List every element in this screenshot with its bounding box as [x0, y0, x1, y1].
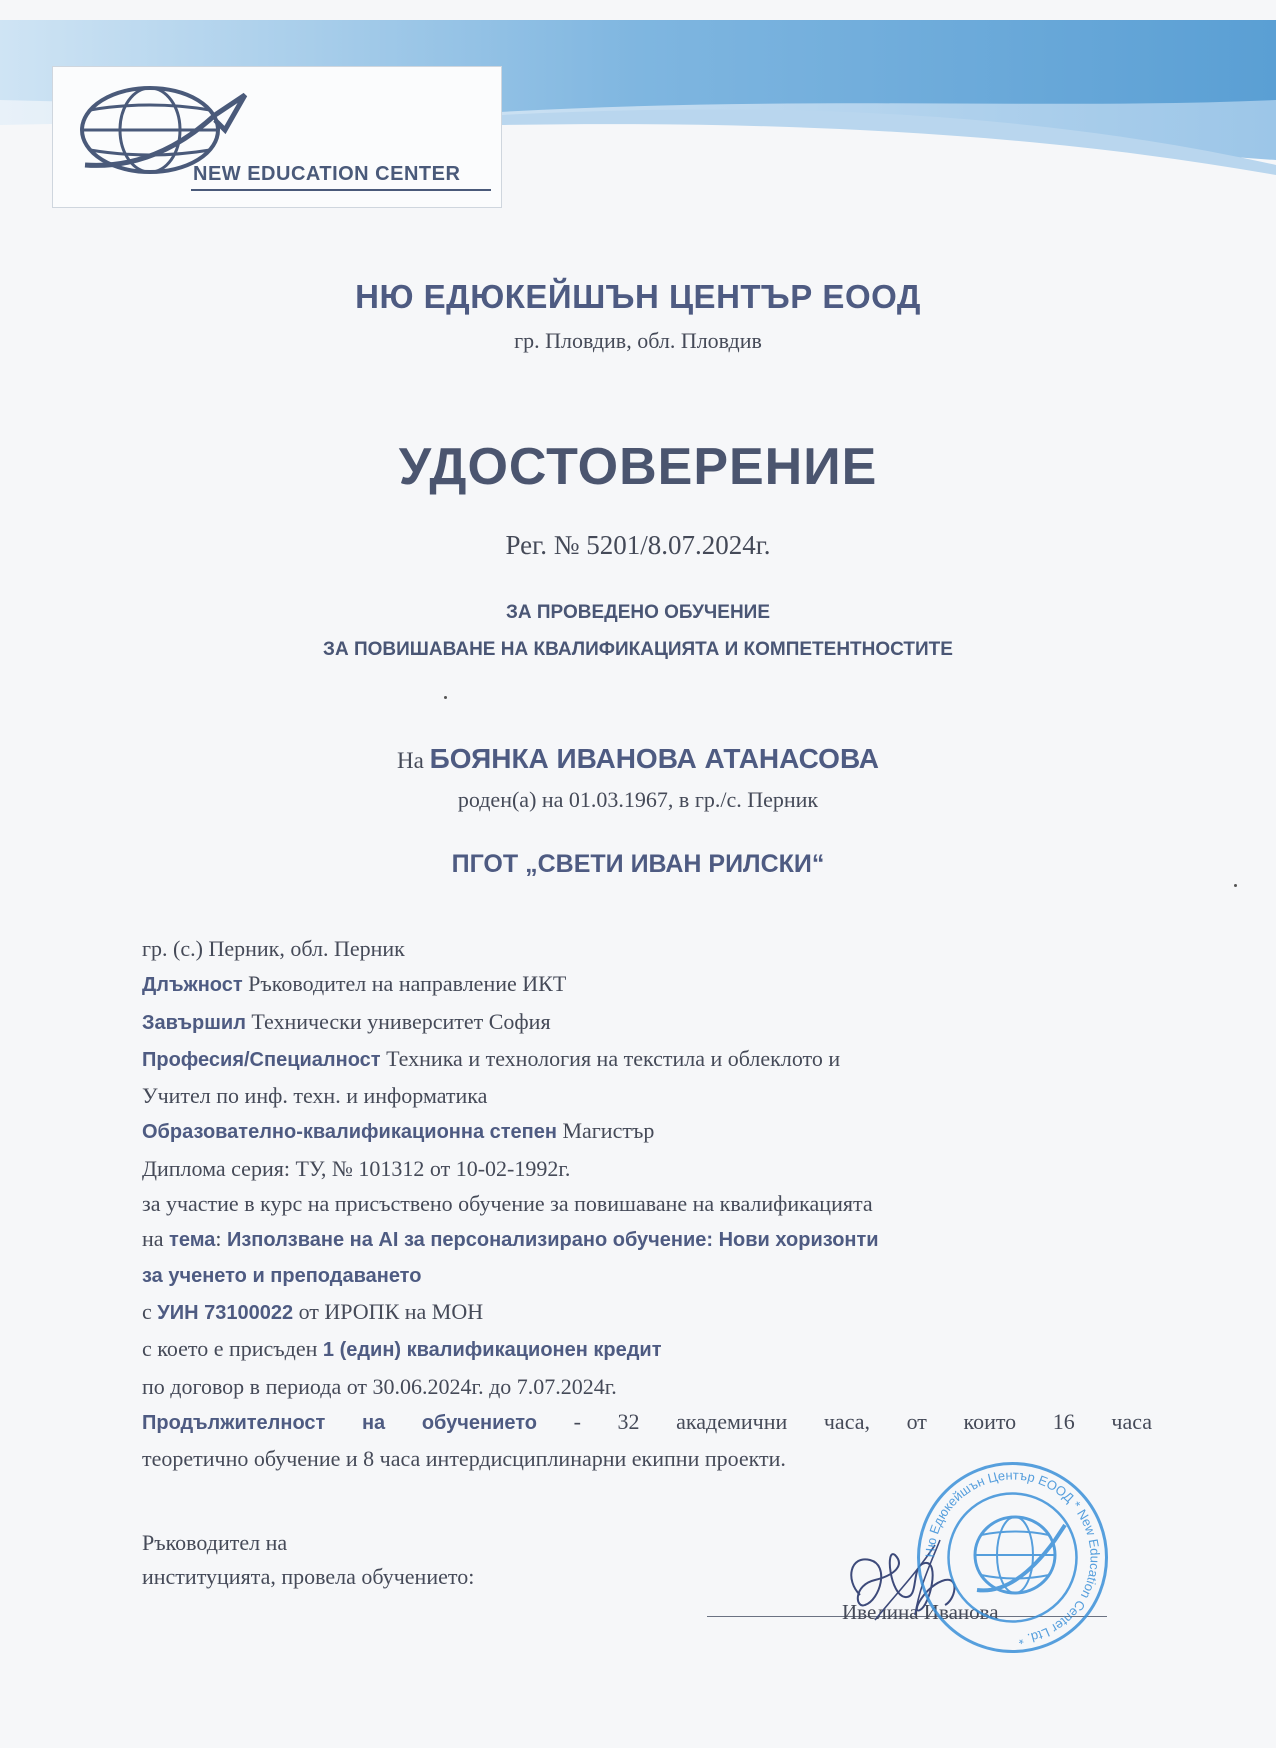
position-label: Длъжност — [142, 974, 243, 997]
profession-label: Професия/Специалност — [142, 1048, 381, 1071]
organization-city: гр. Пловдив, обл. Пловдив — [514, 328, 762, 353]
uin-suffix: от ИРОПК на МОН — [298, 1298, 484, 1324]
logo — [52, 66, 502, 208]
degree-label: Образователно-квалификационна степен — [142, 1121, 557, 1144]
topic-value-continued: за ученето и преподаването — [142, 1264, 422, 1287]
logo-underline — [191, 189, 491, 191]
topic-label: тема — [169, 1229, 216, 1252]
duration-value-continued: теоретично обучение и 8 часа интердисциплинарни екипни проекти. — [142, 1446, 786, 1472]
profession-value: Техника и технология на текстила и облеклото и — [386, 1045, 841, 1071]
speck — [1234, 884, 1237, 887]
subtitle-line-1: ЗА ПРОВЕДЕНО ОБУЧЕНИЕ — [506, 602, 770, 623]
topic-value: Използване на AI за персонализирано обучение: Нови хоризонти — [226, 1229, 879, 1252]
uin-value: УИН 73100022 — [157, 1301, 294, 1324]
position-row — [142, 966, 1152, 1003]
profession-value-continued: Учител по инф. техн. и информатика — [142, 1083, 488, 1109]
stamp-text: Ню Едюкейшън Център ЕООД * New Education Center Ltd. * — [922, 1467, 1103, 1648]
topic-row — [142, 1221, 1152, 1258]
duration-label: Продължителност на обучението — [142, 1411, 537, 1434]
credit-row — [142, 1331, 1152, 1368]
topic-prefix: на — [142, 1226, 164, 1252]
location: гр. (с.) Перник, обл. Перник — [142, 936, 405, 961]
birth-info: роден(а) на 01.03.1967, в гр./с. Перник — [457, 787, 819, 812]
uin-row — [142, 1294, 1152, 1331]
signatory-title-line-1: Ръководител на — [142, 1530, 288, 1555]
speck — [444, 696, 447, 699]
topic-colon: : — [215, 1226, 222, 1252]
duration-value: - 32 академични часа, от които 16 часа — [573, 1408, 1153, 1434]
diploma: Диплома серия: ТУ, № 101312 от 10-02-1992г. — [142, 1155, 571, 1181]
contract-period: по договор в периода от 30.06.2024г. до 7.07.2024г. — [142, 1373, 617, 1399]
signatory-title — [142, 1526, 474, 1594]
graduated-value: Технически университет София — [251, 1008, 551, 1034]
participation: за участие в курс на присъствено обучение за повишаване на квалификацията — [142, 1191, 873, 1217]
recipient-line — [0, 743, 1276, 775]
position-value: Ръководител на направление ИКТ — [248, 971, 567, 997]
school-name: ПГОТ „СВЕТИ ИВАН РИЛСКИ“ — [451, 850, 825, 878]
organization-name: НЮ ЕДЮКЕЙШЪН ЦЕНТЪР ЕООД — [355, 278, 921, 315]
duration-row — [142, 1404, 1152, 1441]
credit-value: 1 (един) квалификационен кредит — [322, 1339, 662, 1362]
recipient-prefix: На — [396, 748, 424, 773]
signatory-title-line-2: институцията, провела обучението: — [142, 1564, 475, 1589]
signer-name: Ивелина Иванова — [842, 1600, 999, 1624]
registration-number: Рег. № 5201/8.07.2024г. — [505, 530, 771, 560]
certificate-details — [142, 931, 1152, 1476]
graduated-label: Завършил — [142, 1011, 246, 1034]
stamp-globe-icon — [975, 1517, 1065, 1593]
subtitle-line-2: ЗА ПОВИШАВАНЕ НА КВАЛИФИКАЦИЯТА И КОМПЕТЕНТНОСТИТЕ — [323, 639, 953, 660]
recipient-name: БОЯНКА ИВАНОВА АТАНАСОВА — [429, 743, 880, 774]
document-title: УДОСТОВЕРЕНИЕ — [398, 438, 878, 496]
profession-row — [142, 1041, 1152, 1078]
uin-prefix: с — [142, 1298, 152, 1324]
logo-text: NEW EDUCATION CENTER — [193, 163, 461, 185]
graduated-row — [142, 1004, 1152, 1041]
degree-value: Магистър — [562, 1118, 655, 1144]
degree-row — [142, 1113, 1152, 1150]
organization-stamp — [915, 1460, 1110, 1655]
credit-prefix: с което е присъден — [142, 1336, 318, 1362]
